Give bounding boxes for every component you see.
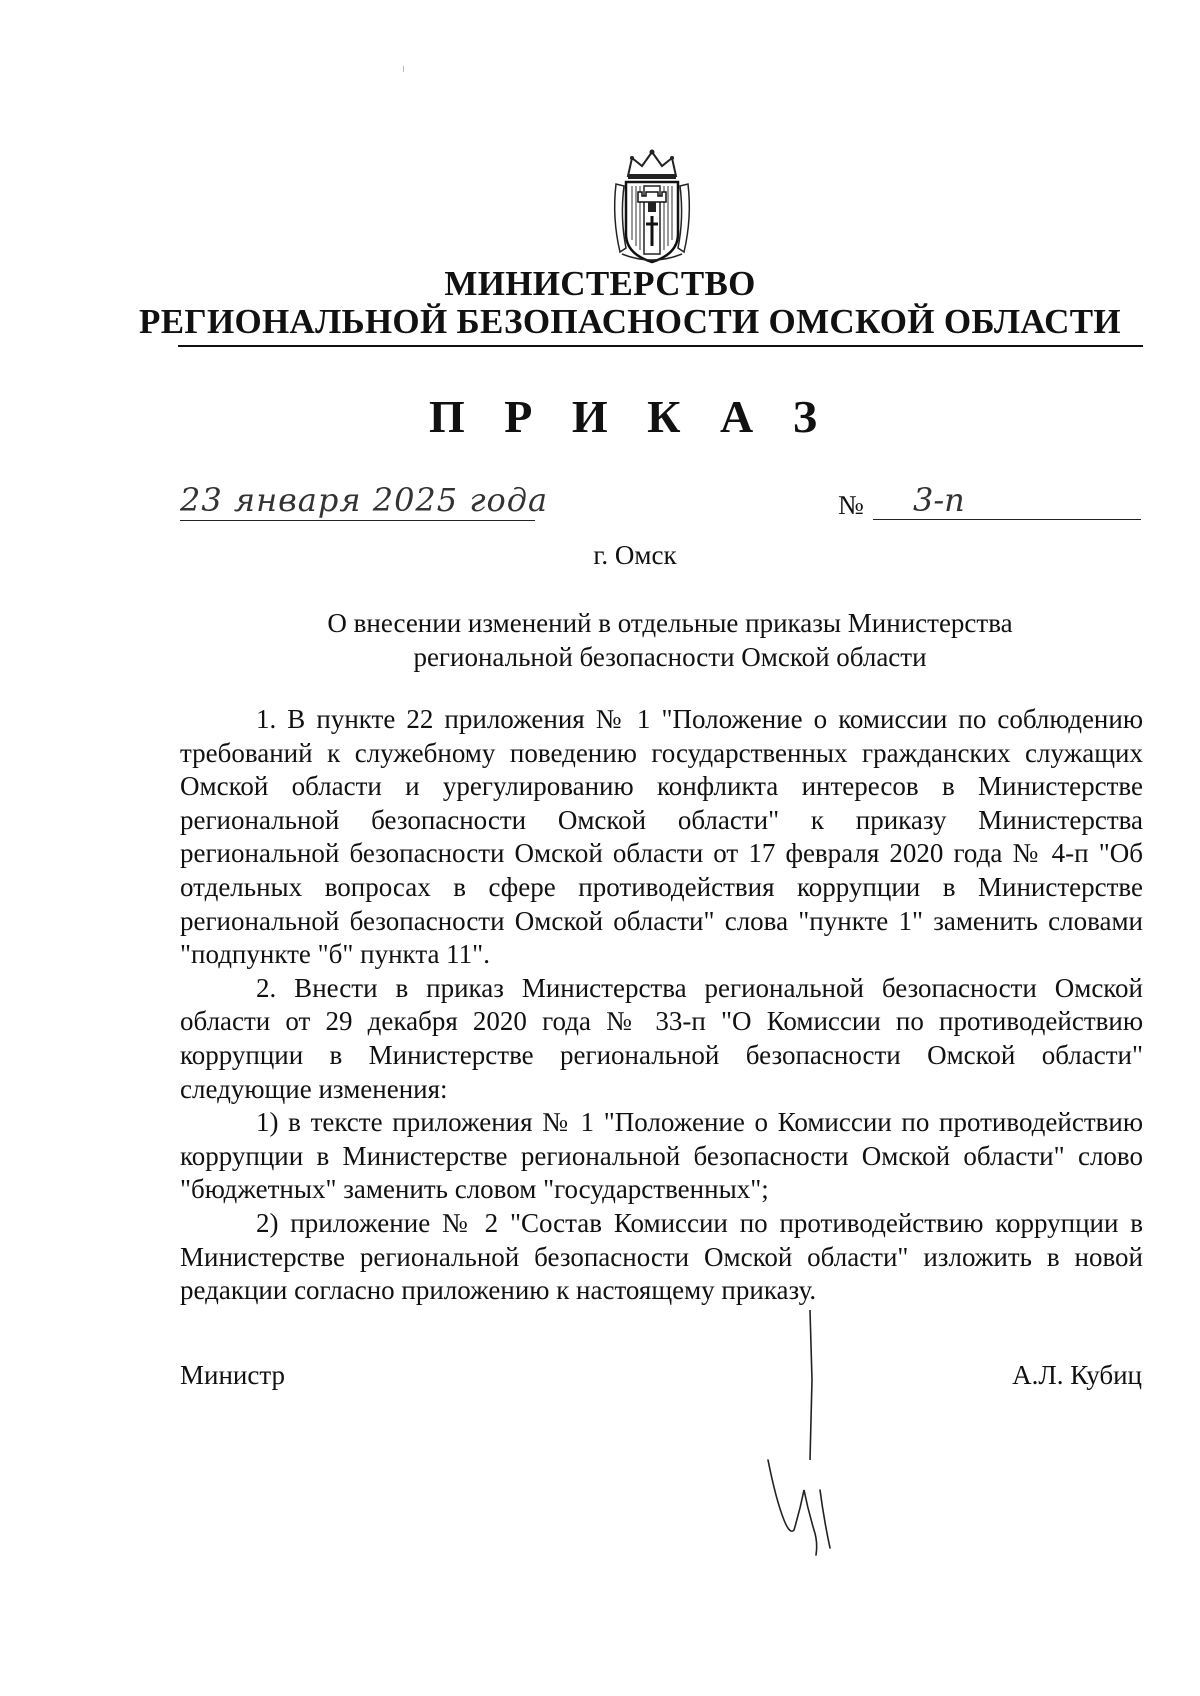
place-of-issue: г. Омск [593, 540, 677, 570]
order-paragraph: 2) приложение № 2 "Состав Комиссии по противодействию коррупции в Министерстве региональной безопасности Омской области" изложить в новой редакции согласно приложению к настоящему приказу. [180, 1207, 1143, 1306]
order-subject-line: О внесении изменений в отдельные приказы Министерства [327, 608, 1013, 638]
handwritten-signature-icon [760, 1310, 860, 1570]
order-subject-line: региональной безопасности Омской области [413, 642, 927, 672]
header-divider [178, 345, 1143, 347]
scan-speck [403, 66, 404, 72]
order-number-label: № [838, 490, 864, 520]
order-body [180, 703, 1143, 1308]
order-number: 3-п [873, 480, 1141, 520]
order-subject [200, 606, 1140, 674]
order-paragraph: 2. Внести в приказ Министерства региональной безопасности Омской области от 29 декабря 2020 года № 33-п "О Комиссии по противодействию коррупции в Министерстве региональной безопасности Омской области" следующие изменения: [180, 972, 1143, 1104]
signatory-title: Министр [180, 1360, 285, 1390]
ministry-name-line1: МИНИСТЕРСТВО [444, 264, 756, 303]
coat-of-arms-icon [608, 148, 696, 266]
signatory-name: А.Л. Кубиц [1012, 1360, 1142, 1390]
order-paragraph: 1) в тексте приложения № 1 "Положение о Комиссии по противодействию коррупции в Министерстве региональной безопасности Омской области" слово "бюджетных" заменить словом "государственных"; [180, 1107, 1143, 1205]
ministry-name-line2: РЕГИОНАЛЬНОЙ БЕЗОПАСНОСТИ ОМСКОЙ ОБЛАСТИ [139, 302, 1121, 341]
document-type-title: П Р И К А З [428, 391, 831, 442]
order-date: 23 января 2025 года [180, 481, 549, 519]
order-paragraph: 1. В пункте 22 приложения № 1 "Положение о комиссии по соблюдению требований к служебному поведению государственных гражданских служащих Омской области и урегулированию конфликта интересов в Министерстве региональной безопасности Омской области" к приказу Министерства региональной безопасности Омской области от 17 февраля 2020 года № 4-п "Об отдельных вопросах в сфере противодействия коррупции в Министерстве региональной безопасности Омской области" слова "пункте 1" заменить словами "подпункте "б" пункта 11". [180, 704, 1143, 970]
